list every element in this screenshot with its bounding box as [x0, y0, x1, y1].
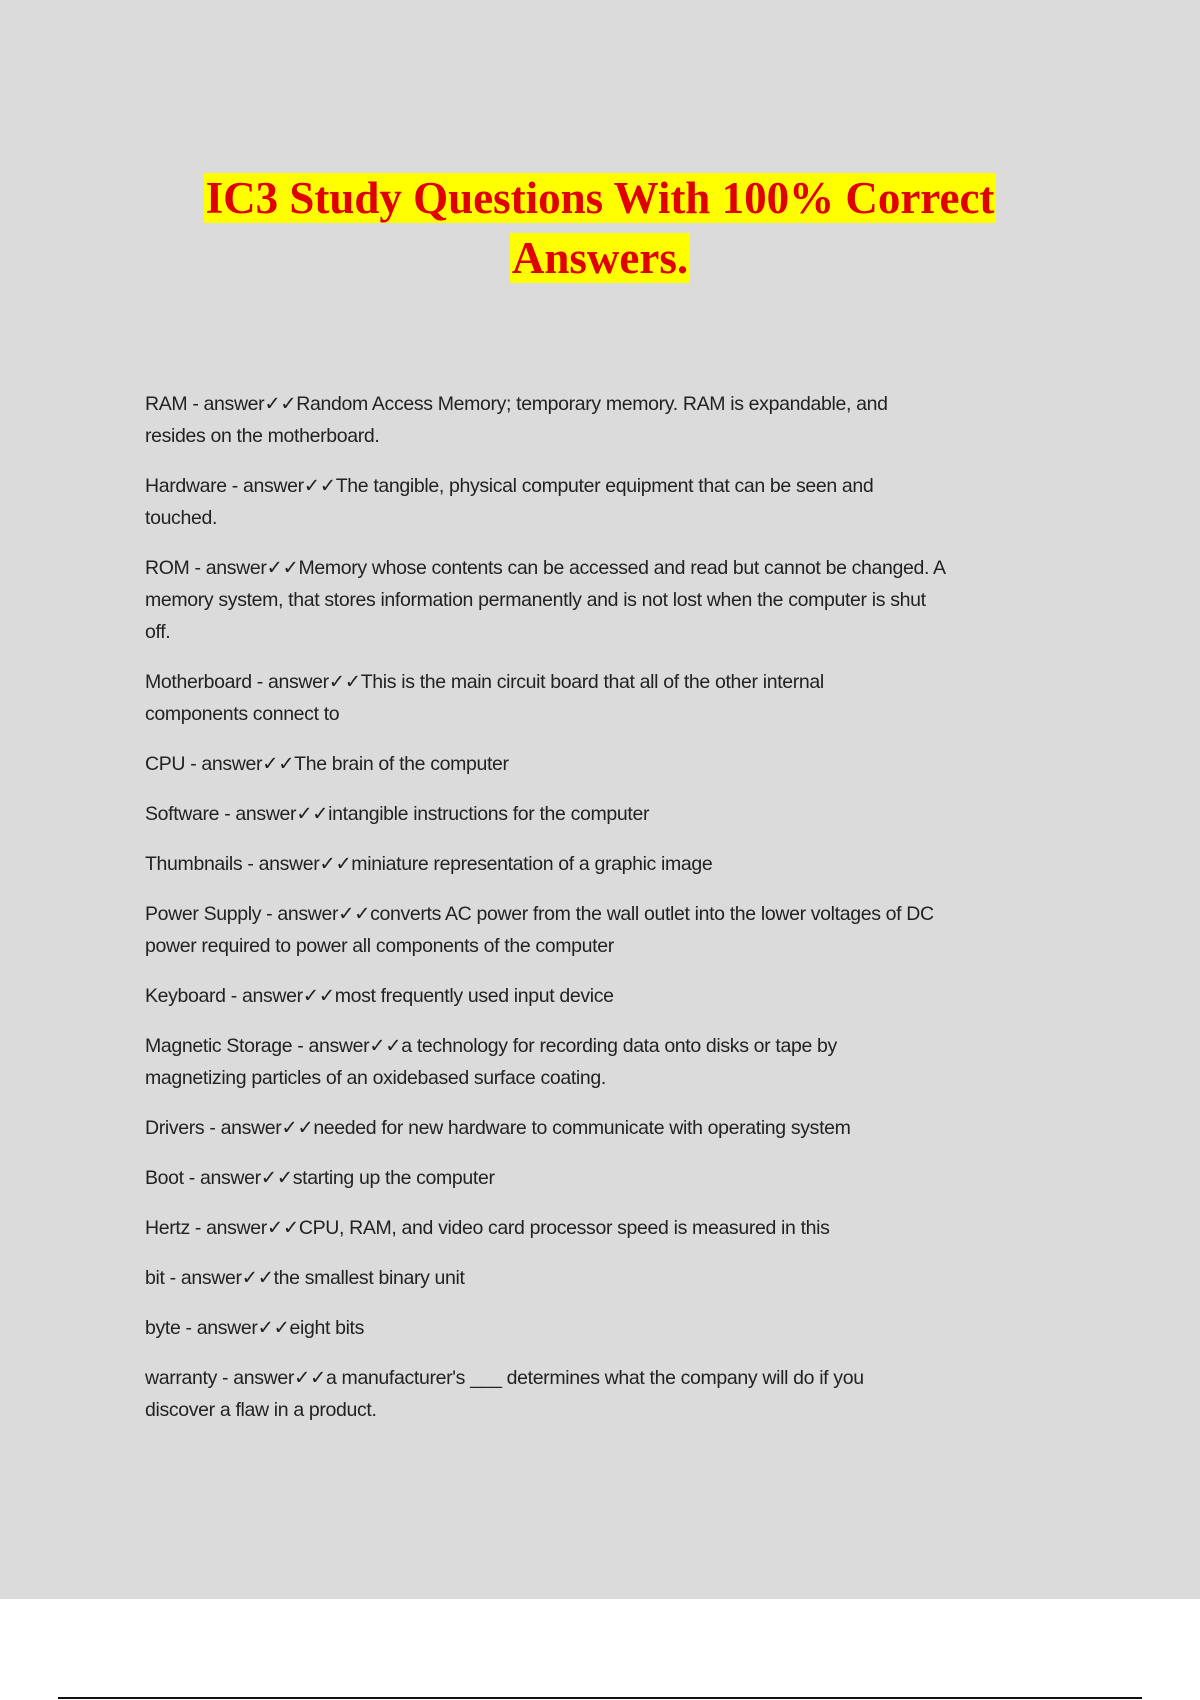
qa-entry — [145, 552, 1105, 648]
document-title — [0, 168, 1200, 288]
qa-entry — [145, 1212, 1105, 1244]
page-divider — [58, 1697, 1142, 1699]
qa-entry-line: discover a flaw in a product. — [145, 1399, 377, 1421]
qa-entry — [145, 470, 1105, 534]
qa-entry-line: Hertz - answer✓✓CPU, RAM, and video card processor speed is measured in this — [145, 1217, 830, 1239]
qa-entry — [145, 1362, 1105, 1426]
qa-entry-line: memory system, that stores information permanently and is not lost when the computer is shut — [145, 589, 926, 611]
qa-entry-line: power required to power all components of the computer — [145, 935, 614, 957]
qa-entry — [145, 1112, 1105, 1144]
qa-entry-line: Drivers - answer✓✓needed for new hardware to communicate with operating system — [145, 1117, 851, 1139]
qa-list — [145, 388, 1105, 1444]
qa-entry-line: ROM - answer✓✓Memory whose contents can be accessed and read but cannot be changed. A — [145, 557, 946, 579]
qa-entry — [145, 666, 1105, 730]
qa-entry — [145, 898, 1105, 962]
qa-entry-line: bit - answer✓✓the smallest binary unit — [145, 1267, 465, 1289]
qa-entry — [145, 1312, 1105, 1344]
qa-entry — [145, 1030, 1105, 1094]
qa-entry — [145, 1162, 1105, 1194]
qa-entry-line: touched. — [145, 507, 218, 529]
qa-entry-line: warranty - answer✓✓a manufacturer's ___ determines what the company will do if you — [145, 1367, 864, 1389]
qa-entry-line: Motherboard - answer✓✓This is the main circuit board that all of the other internal — [145, 671, 824, 693]
qa-entry-line: components connect to — [145, 703, 340, 725]
qa-entry-line: off. — [145, 621, 171, 643]
qa-entry-line: magnetizing particles of an oxidebased surface coating. — [145, 1067, 606, 1089]
qa-entry — [145, 798, 1105, 830]
qa-entry — [145, 980, 1105, 1012]
qa-entry-line: Hardware - answer✓✓The tangible, physical computer equipment that can be seen and — [145, 475, 874, 497]
qa-entry-line: Keyboard - answer✓✓most frequently used input device — [145, 985, 614, 1007]
qa-entry-line: Thumbnails - answer✓✓miniature representation of a graphic image — [145, 853, 713, 875]
qa-entry-line: byte - answer✓✓eight bits — [145, 1317, 365, 1339]
qa-entry-line: resides on the motherboard. — [145, 425, 380, 447]
qa-entry-line: Power Supply - answer✓✓converts AC power from the wall outlet into the lower voltages of DC — [145, 903, 934, 925]
qa-entry — [145, 388, 1105, 452]
qa-entry-line: CPU - answer✓✓The brain of the computer — [145, 753, 509, 775]
qa-entry — [145, 848, 1105, 880]
qa-entry-line: RAM - answer✓✓Random Access Memory; temporary memory. RAM is expandable, and — [145, 393, 888, 415]
qa-entry-line: Magnetic Storage - answer✓✓a technology for recording data onto disks or tape by — [145, 1035, 837, 1057]
qa-entry — [145, 748, 1105, 780]
title-line-1: IC3 Study Questions With 100% Correct — [205, 173, 995, 223]
title-line-2: Answers. — [511, 233, 689, 283]
qa-entry-line: Boot - answer✓✓starting up the computer — [145, 1167, 495, 1189]
qa-entry-line: Software - answer✓✓intangible instructions for the computer — [145, 803, 650, 825]
qa-entry — [145, 1262, 1105, 1294]
